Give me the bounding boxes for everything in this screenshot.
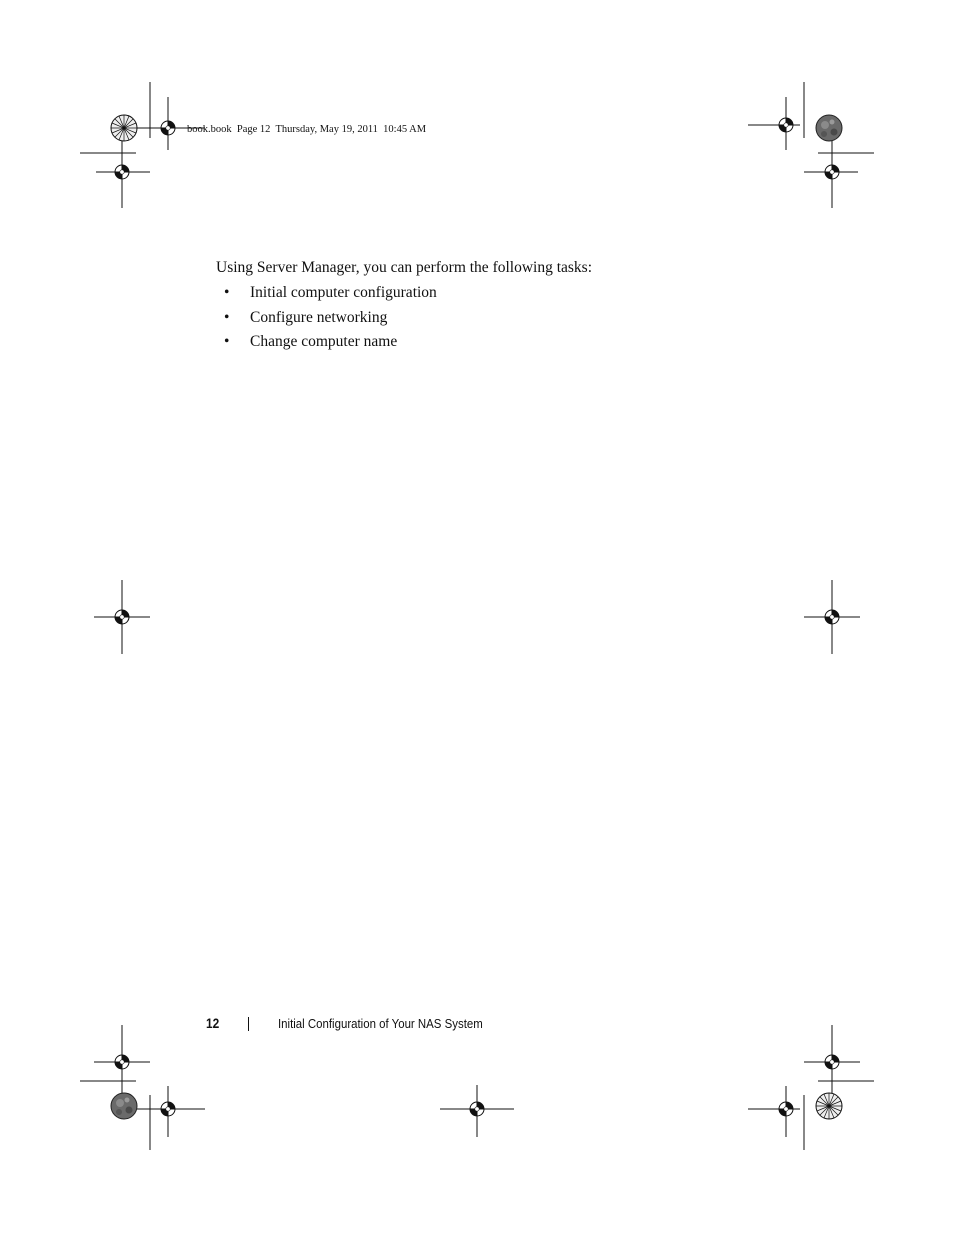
- list-item-text: Configure networking: [250, 308, 388, 326]
- page-number: 12: [206, 1015, 220, 1031]
- list-item-text: Initial computer configuration: [250, 284, 437, 301]
- footer-separator: [248, 1017, 249, 1031]
- bullet-icon: •: [224, 333, 230, 350]
- page-footer: [0, 1015, 954, 1035]
- bullet-icon: •: [224, 284, 230, 301]
- list-item-text: Change computer name: [250, 333, 398, 350]
- bullet-icon: •: [224, 308, 230, 326]
- intro-paragraph: Using Server Manager, you can perform the following tasks:: [216, 259, 593, 276]
- chapter-title: Initial Configuration of Your NAS System: [278, 1016, 483, 1031]
- print-slug-line: book.book Page 12 Thursday, May 19, 2011 10:45 AM: [187, 124, 427, 135]
